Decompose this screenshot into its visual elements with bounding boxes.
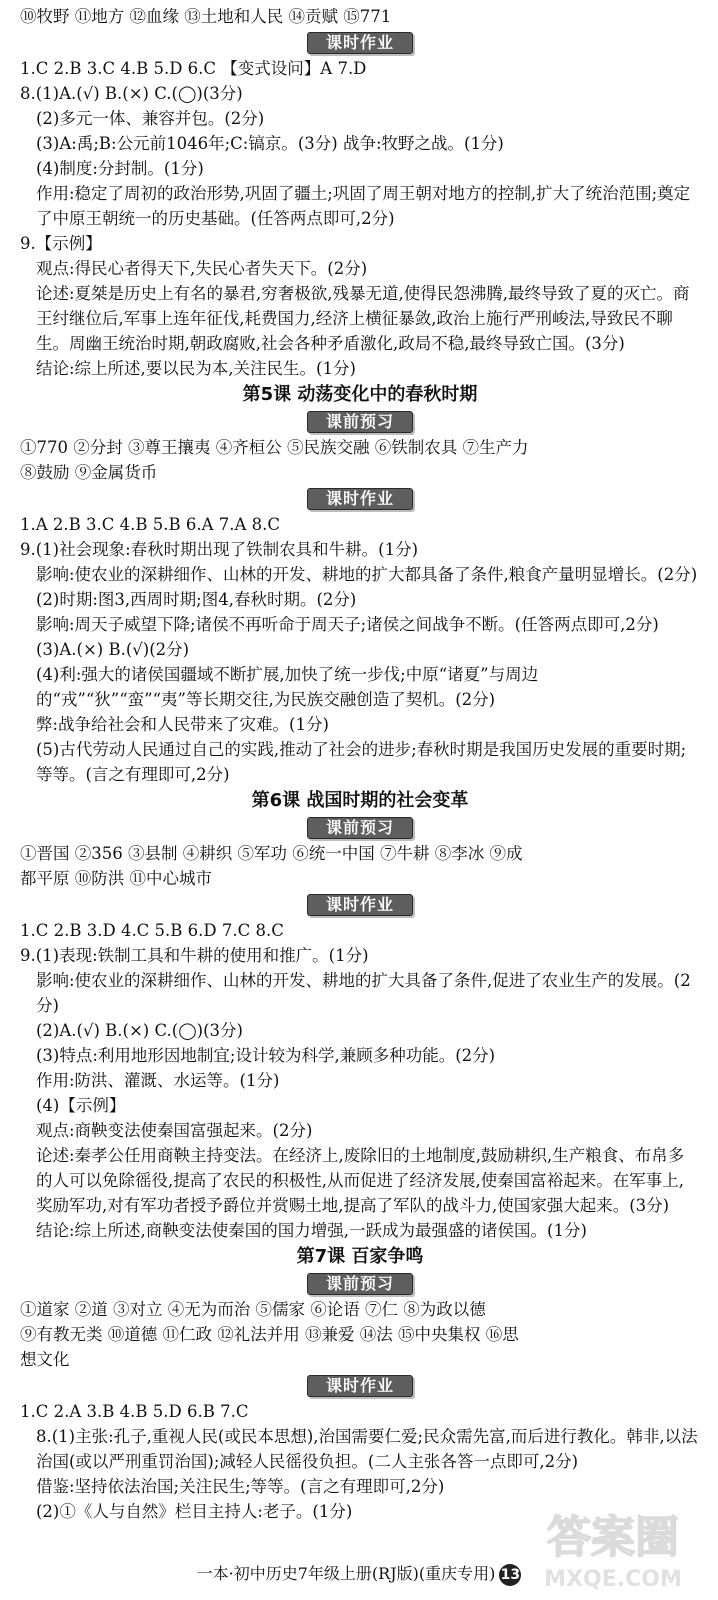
answer-paragraph: 影响:使农业的深耕细作、山林的开发、耕地的扩大具备了条件,促进了农业生产的发展。(2分) bbox=[36, 971, 691, 1015]
answer-line: 1.A 2.B 3.C 4.B 5.B 6.A 7.A 8.C bbox=[20, 515, 281, 534]
watermark-logo-text: 答案圈 bbox=[547, 1512, 679, 1563]
answer-line: 观点:得民心者得天下,失民心者失天下。(2分) bbox=[36, 259, 368, 278]
answer-line: 8.(1)A.(√) B.(×) C.(◯)(3分) bbox=[20, 84, 243, 103]
lesson-heading: 第7课 百家争鸣 bbox=[296, 1246, 424, 1267]
section-banner: 课时作业 bbox=[307, 1375, 413, 1397]
page-footer bbox=[0, 1562, 718, 1586]
section-banner: 课前预习 bbox=[307, 1273, 413, 1295]
answer-line: (3)A:禹;B:公元前1046年;C:镐京。(3分) 战争:牧野之战。(1分) bbox=[36, 134, 504, 153]
page-number-badge: 13 bbox=[499, 1564, 521, 1586]
answer-line: 结论:综上所述,要以民为本,关注民生。(1分) bbox=[36, 359, 356, 378]
answer-line: (4)【示例】 bbox=[36, 1096, 126, 1115]
answer-line: ①770 ②分封 ③尊王攘夷 ④齐桓公 ⑤民族交融 ⑥铁制农具 ⑦生产力 bbox=[20, 438, 529, 457]
answer-paragraph: 8.(1)主张:孔子,重视人民(或民本思想),治国需要仁爱;民众需先富,而后进行教化。韩非,以法治国(或以严刑重罚治国);减轻人民徭役负担。(二人主张各答一点即可,2分) bbox=[36, 1427, 698, 1471]
answer-line: 想文化 bbox=[20, 1350, 70, 1369]
answer-line: (2)时期:图3,西周时期;图4,春秋时期。(2分) bbox=[36, 590, 357, 609]
answer-line: 9.(1)表现:铁制工具和牛耕的使用和推广。(1分) bbox=[20, 946, 369, 965]
section-banner: 课时作业 bbox=[307, 32, 413, 54]
section-banner: 课时作业 bbox=[307, 488, 413, 510]
answer-paragraph: (5)古代劳动人民通过自己的实践,推动了社会的进步;春秋时期是我国历史发展的重要时期;等等。(言之有理即可,2分) bbox=[36, 740, 687, 784]
answer-paragraph: (4)利:强大的诸侯国疆域不断扩展,加快了统一步伐;中原“诸夏”与周边的“戎”“狄”“蛮”“夷”等长期交往,为民族交融创造了契机。(2分) bbox=[36, 665, 539, 709]
answer-line: 1.C 2.B 3.D 4.C 5.B 6.D 7.C 8.C bbox=[20, 921, 284, 940]
section-banner-row bbox=[20, 411, 700, 433]
answer-line: 9.【示例】 bbox=[20, 234, 102, 253]
watermark-url: MXQE.COM bbox=[544, 1567, 682, 1592]
answer-line: ①晋国 ②356 ③县制 ④耕织 ⑤军功 ⑥统一中国 ⑦牛耕 ⑧李冰 ⑨成 bbox=[20, 844, 523, 863]
answer-line: ⑨有教无类 ⑩道德 ⑪仁政 ⑫礼法并用 ⑬兼爱 ⑭法 ⑮中央集权 ⑯思 bbox=[20, 1325, 519, 1344]
answer-line: ⑧鼓励 ⑨金属货币 bbox=[20, 463, 158, 482]
section-banner: 课前预习 bbox=[307, 817, 413, 839]
section-banner-row bbox=[20, 32, 700, 54]
answer-line: 观点:商鞅变法使秦国富强起来。(2分) bbox=[36, 1121, 313, 1140]
answer-paragraph: 影响:使农业的深耕细作、山林的开发、耕地的扩大都具备了条件,粮食产量明显增长。(2分) bbox=[36, 565, 698, 584]
section-banner-row bbox=[20, 1375, 700, 1397]
answer-line: 1.C 2.B 3.C 4.B 5.D 6.C 【变式设问】A 7.D bbox=[20, 59, 367, 78]
section-banner-row bbox=[20, 817, 700, 839]
section-banner-row bbox=[20, 894, 700, 916]
answer-paragraph: 论述:秦孝公任用商鞅主持变法。在经济上,废除旧的土地制度,鼓励耕织,生产粮食、布帛多的人可以免除徭役,提高了农民的积极性,从而促进了经济发展,使秦国富裕起来。在军事上,奖励军功,对有军功者授予爵位并赏赐土地,提高了军队的战斗力,使国家强大起来。(3分) bbox=[36, 1146, 685, 1215]
answer-paragraph: 影响:周天子威望下降;诸侯不再听命于周天子;诸侯之间战争不断。(任答两点即可,2分) bbox=[36, 615, 659, 634]
footer-book-title: 一本·初中历史7年级上册(RJ版)(重庆专用) bbox=[196, 1564, 496, 1583]
answer-paragraph: 论述:夏桀是历史上有名的暴君,穷奢极欲,残暴无道,使得民怨沸腾,最终导致了夏的灭亡。商王纣继位后,军事上连年征伐,耗费国力,经济上横征暴敛,政治上施行严刑峻法,导致民不聊生。周幽王统治时期,朝政腐败,社会各种矛盾激化,政局不稳,最终导致亡国。(3分) bbox=[36, 284, 690, 353]
answer-line: 弊:战争给社会和人民带来了灾难。(1分) bbox=[36, 715, 329, 734]
answer-line: (2)①《人与自然》栏目主持人:老子。(1分) bbox=[36, 1502, 353, 1521]
answer-line: 结论:综上所述,商鞅变法使秦国的国力增强,一跃成为最强盛的诸侯国。(1分) bbox=[36, 1221, 587, 1240]
answer-line: (3)A.(×) B.(√)(2分) bbox=[36, 640, 190, 659]
lesson-heading: 第5课 动荡变化中的春秋时期 bbox=[242, 384, 478, 405]
answer-line: (3)特点:利用地形因地制宜;设计较为科学,兼顾多种功能。(2分) bbox=[36, 1046, 496, 1065]
answer-line: 作用:防洪、灌溉、水运等。(1分) bbox=[36, 1071, 280, 1090]
answer-line: (2)A.(√) B.(×) C.(◯)(3分) bbox=[36, 1021, 243, 1040]
answer-line: ①道家 ②道 ③对立 ④无为而治 ⑤儒家 ⑥论语 ⑦仁 ⑧为政以德 bbox=[20, 1300, 486, 1319]
section-banner-row bbox=[20, 1273, 700, 1295]
section-banner: 课前预习 bbox=[307, 411, 413, 433]
lesson-heading: 第6课 战国时期的社会变革 bbox=[251, 790, 469, 811]
answer-line: ⑩牧野 ⑪地方 ⑫血缘 ⑬土地和人民 ⑭贡赋 ⑮771 bbox=[20, 7, 392, 26]
answer-line: (2)多元一体、兼容并包。(2分) bbox=[36, 109, 265, 128]
answer-line: 9.(1)社会现象:春秋时期出现了铁制农具和牛耕。(1分) bbox=[20, 540, 419, 559]
section-banner: 课时作业 bbox=[307, 894, 413, 916]
answer-line: 都平原 ⑩防洪 ⑪中心城市 bbox=[20, 869, 212, 888]
section-banner-row bbox=[20, 488, 700, 510]
answer-line: 借鉴:坚持依法治国;关注民生;等等。(言之有理即可,2分) bbox=[36, 1477, 445, 1496]
answer-paragraph: 作用:稳定了周初的政治形势,巩固了疆土;巩固了周王朝对地方的控制,扩大了统治范围;奠定了中原王朝统一的历史基础。(任答两点即可,2分) bbox=[36, 184, 691, 228]
answer-line: (4)制度:分封制。(1分) bbox=[36, 159, 204, 178]
answer-line: 1.C 2.A 3.B 4.B 5.D 6.B 7.C bbox=[20, 1402, 249, 1421]
